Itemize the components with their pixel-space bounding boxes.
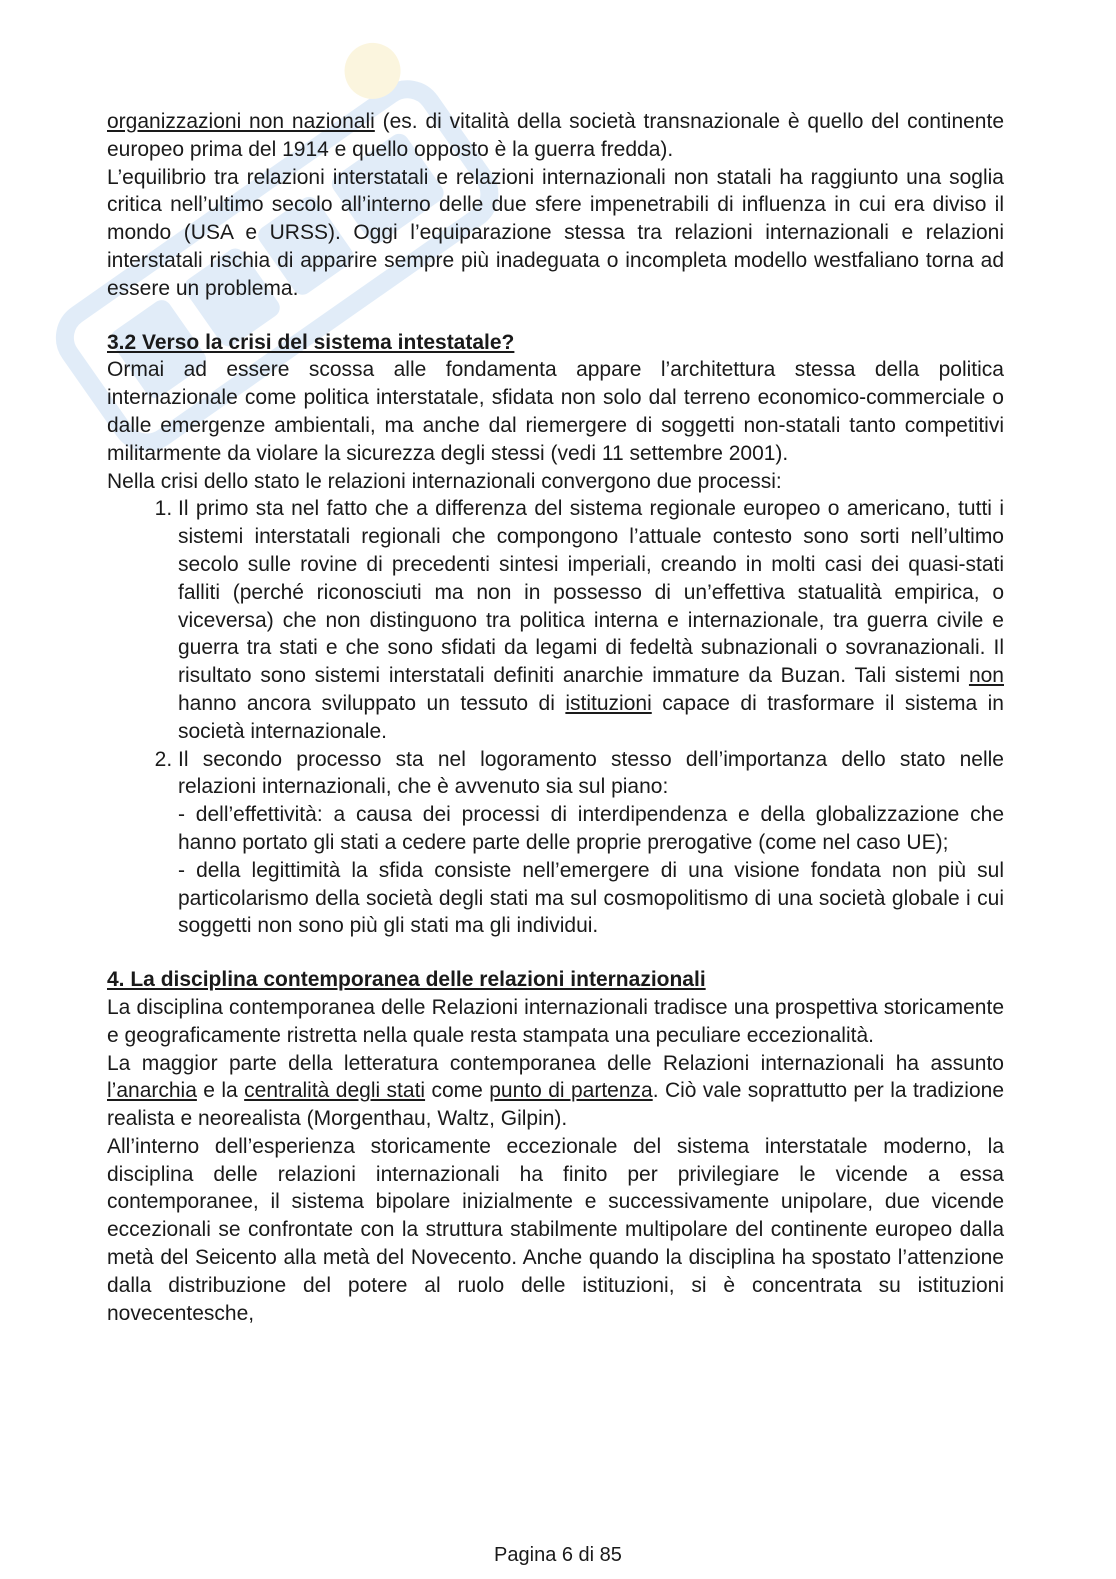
paragraph-intro: organizzazioni non nazionali (es. di vitalità della società transnazionale è quello del continente europeo prima del 1914 e quello opposto è la guerra fredda).	[107, 110, 1004, 161]
list-item: 2. Il secondo processo sta nel logoramento stesso dell’importanza dello stato nelle relazioni internazionali, che è avvenuto sia sul piano: - dell’effettività: a causa dei processi di interdipendenza e della globalizzazione che hanno portato gli stati a cedere parte delle proprie prerogative (come nel caso UE); - della legittimità la sfida consiste nell’emergere di una visione fondata non più sul particolarismo della società degli stati ma sul cosmopolitismo di una società globale i cui soggetti non sono più gli stati ma gli individui.	[178, 746, 1004, 941]
paragraph-discipline: La disciplina contemporanea delle Relazioni internazionali tradisce una prospettiva storicamente e geograficamente ristretta nella quale resta stampata una peculiare eccezionalità.	[107, 995, 1004, 1047]
paragraph-crisis: Ormai ad essere scossa alle fondamenta appare l’architettura stessa della politica internazionale come politica interstatale, sfidata non solo dal terreno economico-commerciale o dalle emergenze ambientali, ma anche dal riemergere di soggetti non-statali tanto competitivi militarmente da violare la sicurezza degli stessi (vedi 11 settembre 2001).	[107, 358, 1004, 465]
paragraph-two-processes: Nella crisi dello stato le relazioni internazionali convergono due processi:	[107, 469, 782, 493]
document-body	[107, 108, 1004, 1327]
process-list	[107, 495, 1004, 940]
section-heading-4: 4. La disciplina contemporanea delle relazioni internazionali	[107, 968, 706, 992]
paragraph-equilibrium: L’equilibrio tra relazioni interstatali e relazioni internazionali non statali ha raggiunto una soglia critica nell’ultimo secolo all’interno delle due sfere impenetrabili di influenza in cui era diviso il mondo (USA e URSS). Oggi l’equiparazione stessa tra relazioni internazionali e relazioni interstatali rischia di apparire sempre più inadeguata o incompleta modello westfaliano torna ad essere un problema.	[107, 165, 1004, 300]
underlined-term: l’anarchia	[107, 1079, 197, 1103]
underlined-term: non	[968, 664, 1004, 688]
page-number: Pagina 6 di 85	[494, 1544, 622, 1566]
underlined-term: organizzazioni non nazionali	[107, 110, 375, 133]
list-item: 1. Il primo sta nel fatto che a differenza del sistema regionale europeo o americano, tutti i sistemi interstatali regionali che compongono l’attuale contesto sono sorti nell’ultimo secolo sulle rovine di precedenti sintesi imperiali, creando in molti casi dei quasi-stati falliti (perché riconosciuti ma non in possesso di un’effettiva statualità empirica, o viceversa) che non distinguono tra politica interna e internazionale, tra guerra civile e guerra tra stati e che sono sfidati da legami di fedeltà subnazionali o sovranazionali. Il risultato sono sistemi interstatali definiti anarchie immature da Buzan. Tali sistemi non hanno ancora sviluppato un tessuto di istituzioni capace di trasformare il sistema in società internazionale.	[178, 495, 1004, 745]
underlined-term: centralità degli stati	[244, 1079, 426, 1103]
section-heading-3-2: 3.2 Verso la crisi del sistema intestatale?	[107, 330, 515, 354]
paragraph-modern-system: All’interno dell’esperienza storicamente eccezionale del sistema interstatale moderno, la disciplina delle relazioni internazionali ha finito per privilegiare le vicende a essa contemporanee, il sistema bipolare inizialmente e successivamente unipolare, due vicende eccezionali se confrontate con la struttura stabilmente multipolare del continente europeo dalla metà del Seicento alla metà del Novecento. Anche quando la disciplina ha spostato l’attenzione dalla distribuzione del potere al ruolo delle istituzioni, si è concentrata su istituzioni novecentesche,	[107, 1134, 1004, 1325]
underlined-term: punto di partenza	[489, 1079, 653, 1103]
underlined-term: istituzioni	[565, 691, 652, 715]
paragraph-literature: La maggior parte della letteratura contemporanea delle Relazioni internazionali ha assunto l’anarchia e la centralità degli stati come punto di partenza. Ciò vale soprattutto per la tradizione realista e neorealista (Morgenthau, Waltz, Gilpin).	[107, 1051, 1005, 1131]
